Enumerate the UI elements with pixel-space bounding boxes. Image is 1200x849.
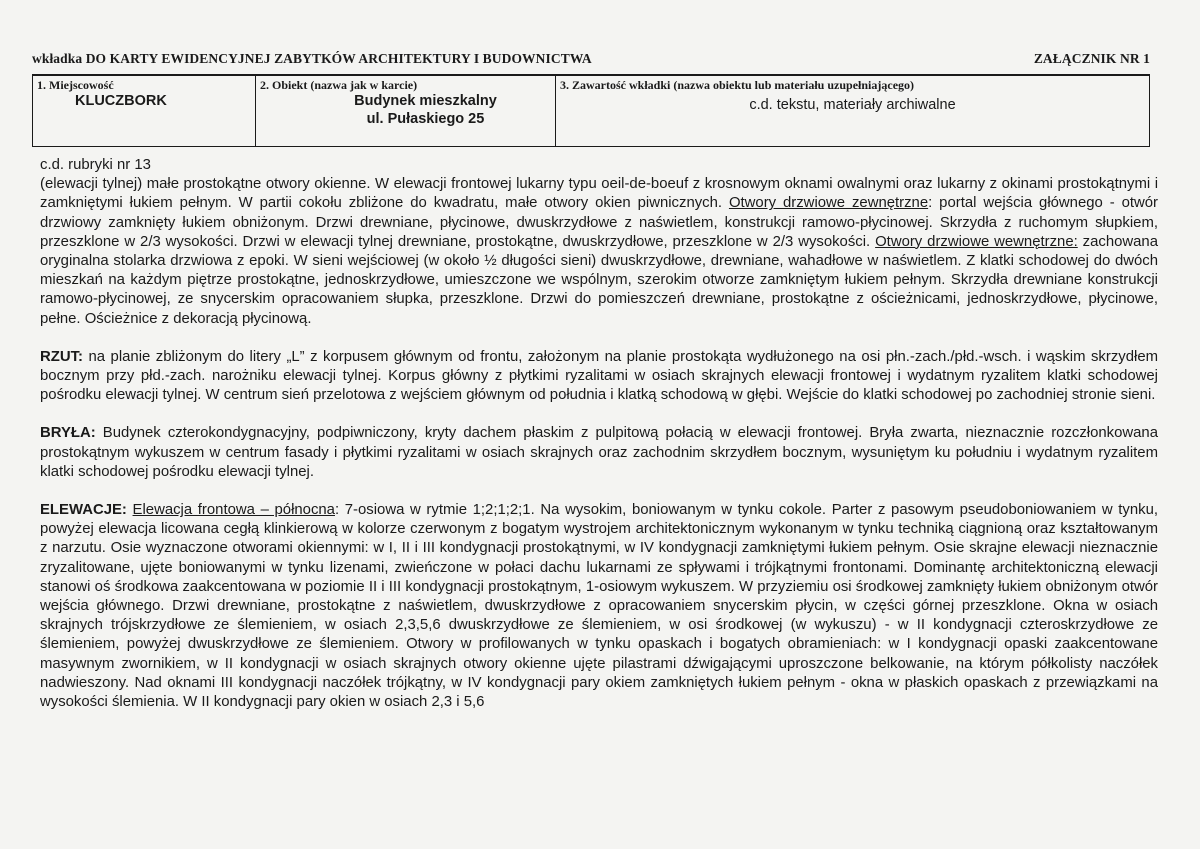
text-run: (elewacji tylnej) małe prostokątne otwory okienne. W elewacji frontowej lukarny typu oeil-de-boeuf z krosnowym oknami owalnymi oraz lukarny z okinami prostokątnymi i zamkniętymi łukiem pełnym. W partii cokołu zbliżone do kwadratu, małe otwory okien piwnicznych. (40, 176, 1158, 212)
text-run: Budynek czterokondygnacyjny, podpiwniczony, kryty dachem płaskim z pulpitową połacią w elewacji frontowej. Bryła zwarta, nieznacznie rozczłonkowana prostokątnym wykuszem w centrum fasady i płytkimi ryzalitami w osiach skrajnych oraz zachodnim skrzydłem bocznym, wysuniętym ku południu i wydatnym ryzalitem klatki schodowej pośrodku elewacji tylnej. (40, 425, 1158, 480)
locality-cell (33, 76, 256, 146)
paragraph-openings (40, 175, 1158, 329)
annex-label: ZAŁĄCZNIK NR 1 (1033, 51, 1150, 66)
content-value: c.d. tekstu, materiały archiwalne (749, 97, 956, 113)
text-run: : portal wejścia głównego - otwór drzwiowy zamknięty łukiem obniżonym. Drzwi drewniane, płycinowe, dwuskrzydłowe z naświetlem, konstrukcji ramowo-płycinowej. Skrzydła z ruchomym słupkiem, przeszklone w 2/3 wysokości. Drzwi w elewacji tylnej drewniane, prostokątne, dwuskrzydłowe, przeszklone w 2/3 wysokości. (40, 195, 1158, 250)
object-label: 2. Obiekt (nazwa jak w karcie) (260, 78, 418, 92)
continuation-note: c.d. rubryki nr 13 (40, 157, 151, 173)
form-title: wkładka DO KARTY EWIDENCYJNEJ ZABYTKÓW ARCHITEKTURY I BUDOWNICTWA (32, 51, 592, 66)
text-run: : 7-osiowa w rytmie 1;2;1;2;1. Na wysokim, boniowanym w tynku cokole. Parter z pasowym pseudoboniowaniem w tynku, powyżej elewacja licowana cegłą klinkierową w kolorze czerwonym z bogatym wystrojem architektonicznym wykonanym w tynku techniką ciągnioną oraz kształtowanym z narzutu. Osie wyznaczone otworami okiennymi: w I, II i III kondygnacji prostokątnymi, w IV kondygnacji zamkniętymi łukiem pełnym. Osie skrajne elewacji nieznacznie zryzalitowane, ujęte boniowanymi w tynku lizenami, zwieńczone w połaci dachu lukarnami ze spływami i trójkątnymi frontonami. Dominantę architektoniczną elewacji stanowi oś środkowa zaakcentowana w poziomie II i III kondygnacji prostokątnym, 1-osiowym wykuszem. W przyziemiu osi środkowej zamknięty łukiem obniżonym otwór wejścia głównego. Drzwi drewniane, prostokątne z naświetlem, dwuskrzydłowe z opracowaniem snycerskim płycin, w części górnej przeszklone. Okna w osiach skrajnych trójskrzydłowe ze ślemieniem, w osiach 2,3,5,6 dwuskrzydłowe ze ślemieniem, w osi środkowej (w wykuszu) - w II kondygnacji czteroskrzydłowe ze ślemieniem, powyżej dwuskrzydłowe ze ślemieniem. Otwory w profilowanych w tynku opaskach i bogatych obramieniach: w I kondygnacji opaski zaakcentowane masywnym zwornikiem, w II kondygnacji w osiach skrajnych otwory okienne ujęte pilastrami dźwigającymi uproszczone belkowanie, na którym półkolisty naczółek nadwieszony. Nad oknami III kondygnacji naczółek trójkątny, w IV kondygnacji pary okiem zamkniętych łukiem pełnym - okna w płaskich opaskach z przewiązkami na wysokości ślemienia. W II kondygnacji pary okien w osiach 2,3 i 5,6 (40, 502, 1159, 711)
object-cell (256, 76, 556, 146)
text-run: zachowana oryginalna stolarka drzwiowa z epoki. W sieni wejściowej (w około ½ długości sieni) dwuskrzydłowe, drewniane, wahadłowe w naświetlem. Z klatki schodowej do dwóch mieszkań na każdym piętrze prostokątne, jednoskrzydłowe, umieszczone we wspólnym, szerokim otworze zamkniętym łukiem pełnym. Skrzydła drewniane konstrukcji ramowo-płycinowej, ze snycerskim opracowaniem słupka, przeszklone. Drzwi do pomieszczeń drewniane, prostokątne z ościeżnicami, jednoskrzydłowe, płycinowe, pełne. Ościeżnice z dekoracją płycinową. (40, 233, 1158, 327)
heading-elewacje: ELEWACJE: (40, 502, 127, 519)
paragraph-bryla (40, 424, 1158, 482)
subheading-interior-doors: Otwory drzwiowe wewnętrzne: (875, 233, 1078, 250)
paragraph-rzut (40, 348, 1158, 406)
object-address: ul. Pułaskiego 25 (366, 111, 485, 127)
text-run: na planie zbliżonym do litery „L” z korpusem głównym od frontu, założonym na planie prostokąta wydłużonego na osi płn.-zach./płd.-wsch. i wąskim skrzydłem bocznym przy płd.-zach. narożniku elewacji tylnej. Korpus główny z płytkimi ryzalitami w osiach skrajnych elewacji frontowej i wydatnym ryzalitem klatki schodowej pośrodku elewacji tylnej. W centrum sień przelotowa z wejściem głównym od południa i klatką schodową w głębi. Wejście do klatki schodowej po zachodniej stronie sieni. (40, 348, 1158, 404)
content-label: 3. Zawartość wkładki (nazwa obiektu lub materiału uzupełniającego) (560, 78, 915, 92)
header-table (32, 74, 1150, 147)
object-name: Budynek mieszkalny (354, 93, 497, 109)
document-body (40, 156, 1158, 712)
subheading-exterior-doors: Otwory drzwiowe zewnętrzne (728, 195, 929, 212)
heading-bryla: BRYŁA: (40, 425, 96, 442)
locality-label: 1. Miejscowość (37, 78, 114, 92)
content-cell (556, 76, 1149, 146)
heading-rzut: RZUT: (40, 348, 84, 365)
locality-value: KLUCZBORK (75, 93, 167, 109)
subheading-front-elevation: Elewacja frontowa – północna (132, 502, 335, 519)
paragraph-elewacje (40, 501, 1158, 712)
form-header (32, 51, 1150, 67)
